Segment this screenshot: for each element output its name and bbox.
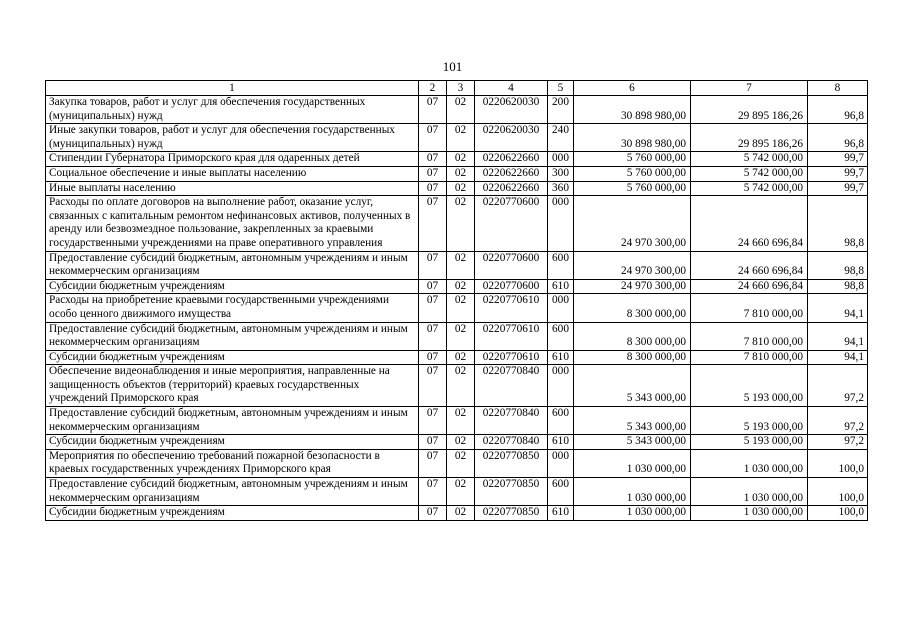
section-cell: 07 [419, 196, 447, 251]
target-article-cell: 0220770840 [475, 435, 548, 450]
subsection-cell: 02 [447, 365, 475, 407]
description-cell: Субсидии бюджетным учреждениям [46, 506, 419, 521]
planned-amount-cell: 8 300 000,00 [574, 350, 691, 365]
planned-amount-cell: 30 898 980,00 [574, 96, 691, 124]
target-article-cell: 0220770610 [475, 350, 548, 365]
section-cell: 07 [419, 365, 447, 407]
subsection-cell: 02 [447, 350, 475, 365]
actual-amount-cell: 7 810 000,00 [691, 350, 808, 365]
column-header: 1 [46, 81, 419, 96]
subsection-cell: 02 [447, 166, 475, 181]
table-row [46, 196, 868, 251]
subsection-cell: 02 [447, 96, 475, 124]
actual-amount-cell: 24 660 696,84 [691, 196, 808, 251]
execution-percent-cell: 94,1 [808, 322, 868, 350]
table-header-row [46, 81, 868, 96]
planned-amount-cell: 30 898 980,00 [574, 124, 691, 152]
description-cell: Предоставление субсидий бюджетным, автономным учреждениям и иным некоммерческим организациям [46, 407, 419, 435]
section-cell: 07 [419, 449, 447, 477]
description-cell: Расходы на приобретение краевыми государственными учреждениями особо ценного движимого имущества [46, 294, 419, 322]
description-cell: Стипендии Губернатора Приморского края для одаренных детей [46, 152, 419, 167]
column-header: 5 [548, 81, 574, 96]
table-row [46, 365, 868, 407]
actual-amount-cell: 29 895 186,26 [691, 124, 808, 152]
table-row [46, 251, 868, 279]
table-row [46, 294, 868, 322]
expense-type-cell: 000 [548, 449, 574, 477]
actual-amount-cell: 5 193 000,00 [691, 365, 808, 407]
actual-amount-cell: 1 030 000,00 [691, 506, 808, 521]
section-cell: 07 [419, 124, 447, 152]
subsection-cell: 02 [447, 435, 475, 450]
planned-amount-cell: 8 300 000,00 [574, 322, 691, 350]
column-header: 3 [447, 81, 475, 96]
expense-type-cell: 000 [548, 196, 574, 251]
description-cell: Закупка товаров, работ и услуг для обеспечения государственных (муниципальных) нужд [46, 96, 419, 124]
table-row [46, 506, 868, 521]
subsection-cell: 02 [447, 449, 475, 477]
execution-percent-cell: 96,8 [808, 96, 868, 124]
target-article-cell: 0220620030 [475, 96, 548, 124]
section-cell: 07 [419, 152, 447, 167]
subsection-cell: 02 [447, 407, 475, 435]
description-cell: Предоставление субсидий бюджетным, автономным учреждениям и иным некоммерческим организациям [46, 251, 419, 279]
actual-amount-cell: 1 030 000,00 [691, 449, 808, 477]
execution-percent-cell: 99,7 [808, 181, 868, 196]
expense-type-cell: 610 [548, 506, 574, 521]
description-cell: Социальное обеспечение и иные выплаты населению [46, 166, 419, 181]
subsection-cell: 02 [447, 478, 475, 506]
description-cell: Расходы по оплате договоров на выполнение работ, оказание услуг, связанных с капитальным ремонтом нефинансовых активов, полученных в аренду или безвозмездное пользование, закрепленных за краевыми государственными учреждениями на праве оперативного управления [46, 196, 419, 251]
target-article-cell: 0220622660 [475, 181, 548, 196]
planned-amount-cell: 5 760 000,00 [574, 181, 691, 196]
table-row [46, 181, 868, 196]
actual-amount-cell: 24 660 696,84 [691, 279, 808, 294]
table-row [46, 96, 868, 124]
planned-amount-cell: 1 030 000,00 [574, 449, 691, 477]
target-article-cell: 0220770600 [475, 279, 548, 294]
description-cell: Обеспечение видеонаблюдения и иные мероприятия, направленные на защищенность объектов (территорий) краевых государственных учреждений Приморского края [46, 365, 419, 407]
execution-percent-cell: 99,7 [808, 152, 868, 167]
table-row [46, 152, 868, 167]
column-header: 2 [419, 81, 447, 96]
column-header: 6 [574, 81, 691, 96]
section-cell: 07 [419, 350, 447, 365]
column-header: 8 [808, 81, 868, 96]
budget-table [45, 80, 868, 521]
section-cell: 07 [419, 166, 447, 181]
expense-type-cell: 300 [548, 166, 574, 181]
actual-amount-cell: 5 742 000,00 [691, 181, 808, 196]
planned-amount-cell: 5 760 000,00 [574, 152, 691, 167]
table-row [46, 166, 868, 181]
expense-type-cell: 000 [548, 365, 574, 407]
planned-amount-cell: 24 970 300,00 [574, 251, 691, 279]
actual-amount-cell: 7 810 000,00 [691, 294, 808, 322]
expense-type-cell: 600 [548, 322, 574, 350]
section-cell: 07 [419, 181, 447, 196]
description-cell: Субсидии бюджетным учреждениям [46, 279, 419, 294]
planned-amount-cell: 1 030 000,00 [574, 506, 691, 521]
execution-percent-cell: 98,8 [808, 279, 868, 294]
expense-type-cell: 200 [548, 96, 574, 124]
section-cell: 07 [419, 322, 447, 350]
actual-amount-cell: 5 193 000,00 [691, 435, 808, 450]
planned-amount-cell: 24 970 300,00 [574, 196, 691, 251]
subsection-cell: 02 [447, 294, 475, 322]
table-row [46, 322, 868, 350]
target-article-cell: 0220770840 [475, 365, 548, 407]
actual-amount-cell: 5 742 000,00 [691, 166, 808, 181]
section-cell: 07 [419, 407, 447, 435]
planned-amount-cell: 24 970 300,00 [574, 279, 691, 294]
execution-percent-cell: 98,8 [808, 251, 868, 279]
execution-percent-cell: 100,0 [808, 478, 868, 506]
actual-amount-cell: 5 742 000,00 [691, 152, 808, 167]
table-row [46, 435, 868, 450]
column-header: 4 [475, 81, 548, 96]
subsection-cell: 02 [447, 124, 475, 152]
execution-percent-cell: 96,8 [808, 124, 868, 152]
table-row [46, 350, 868, 365]
planned-amount-cell: 1 030 000,00 [574, 478, 691, 506]
description-cell: Субсидии бюджетным учреждениям [46, 350, 419, 365]
planned-amount-cell: 5 760 000,00 [574, 166, 691, 181]
expense-type-cell: 610 [548, 279, 574, 294]
section-cell: 07 [419, 478, 447, 506]
target-article-cell: 0220622660 [475, 152, 548, 167]
execution-percent-cell: 97,2 [808, 435, 868, 450]
subsection-cell: 02 [447, 251, 475, 279]
table-body [46, 96, 868, 521]
target-article-cell: 0220770610 [475, 322, 548, 350]
description-cell: Иные выплаты населению [46, 181, 419, 196]
description-cell: Субсидии бюджетным учреждениям [46, 435, 419, 450]
column-header: 7 [691, 81, 808, 96]
execution-percent-cell: 100,0 [808, 506, 868, 521]
subsection-cell: 02 [447, 279, 475, 294]
actual-amount-cell: 7 810 000,00 [691, 322, 808, 350]
description-cell: Мероприятия по обеспечению требований пожарной безопасности в краевых государственных учреждениях Приморского края [46, 449, 419, 477]
planned-amount-cell: 5 343 000,00 [574, 407, 691, 435]
planned-amount-cell: 5 343 000,00 [574, 435, 691, 450]
expense-type-cell: 240 [548, 124, 574, 152]
subsection-cell: 02 [447, 322, 475, 350]
table-row [46, 407, 868, 435]
execution-percent-cell: 98,8 [808, 196, 868, 251]
expense-type-cell: 610 [548, 435, 574, 450]
planned-amount-cell: 8 300 000,00 [574, 294, 691, 322]
actual-amount-cell: 1 030 000,00 [691, 478, 808, 506]
section-cell: 07 [419, 506, 447, 521]
target-article-cell: 0220770610 [475, 294, 548, 322]
actual-amount-cell: 5 193 000,00 [691, 407, 808, 435]
expense-type-cell: 610 [548, 350, 574, 365]
execution-percent-cell: 94,1 [808, 294, 868, 322]
description-cell: Иные закупки товаров, работ и услуг для обеспечения государственных (муниципальных) нужд [46, 124, 419, 152]
expense-type-cell: 600 [548, 407, 574, 435]
table-row [46, 449, 868, 477]
execution-percent-cell: 97,2 [808, 407, 868, 435]
subsection-cell: 02 [447, 196, 475, 251]
page-number: 101 [442, 59, 463, 74]
execution-percent-cell: 99,7 [808, 166, 868, 181]
target-article-cell: 0220620030 [475, 124, 548, 152]
execution-percent-cell: 97,2 [808, 365, 868, 407]
subsection-cell: 02 [447, 152, 475, 167]
target-article-cell: 0220622660 [475, 166, 548, 181]
table-row [46, 124, 868, 152]
section-cell: 07 [419, 294, 447, 322]
execution-percent-cell: 100,0 [808, 449, 868, 477]
table-row [46, 279, 868, 294]
target-article-cell: 0220770600 [475, 196, 548, 251]
description-cell: Предоставление субсидий бюджетным, автономным учреждениям и иным некоммерческим организациям [46, 478, 419, 506]
section-cell: 07 [419, 435, 447, 450]
subsection-cell: 02 [447, 181, 475, 196]
expense-type-cell: 600 [548, 251, 574, 279]
expense-type-cell: 000 [548, 152, 574, 167]
section-cell: 07 [419, 279, 447, 294]
section-cell: 07 [419, 251, 447, 279]
execution-percent-cell: 94,1 [808, 350, 868, 365]
table-row [46, 478, 868, 506]
target-article-cell: 0220770850 [475, 506, 548, 521]
expense-type-cell: 360 [548, 181, 574, 196]
actual-amount-cell: 29 895 186,26 [691, 96, 808, 124]
actual-amount-cell: 24 660 696,84 [691, 251, 808, 279]
target-article-cell: 0220770850 [475, 449, 548, 477]
expense-type-cell: 600 [548, 478, 574, 506]
target-article-cell: 0220770850 [475, 478, 548, 506]
expense-type-cell: 000 [548, 294, 574, 322]
planned-amount-cell: 5 343 000,00 [574, 365, 691, 407]
target-article-cell: 0220770600 [475, 251, 548, 279]
target-article-cell: 0220770840 [475, 407, 548, 435]
description-cell: Предоставление субсидий бюджетным, автономным учреждениям и иным некоммерческим организациям [46, 322, 419, 350]
section-cell: 07 [419, 96, 447, 124]
subsection-cell: 02 [447, 506, 475, 521]
